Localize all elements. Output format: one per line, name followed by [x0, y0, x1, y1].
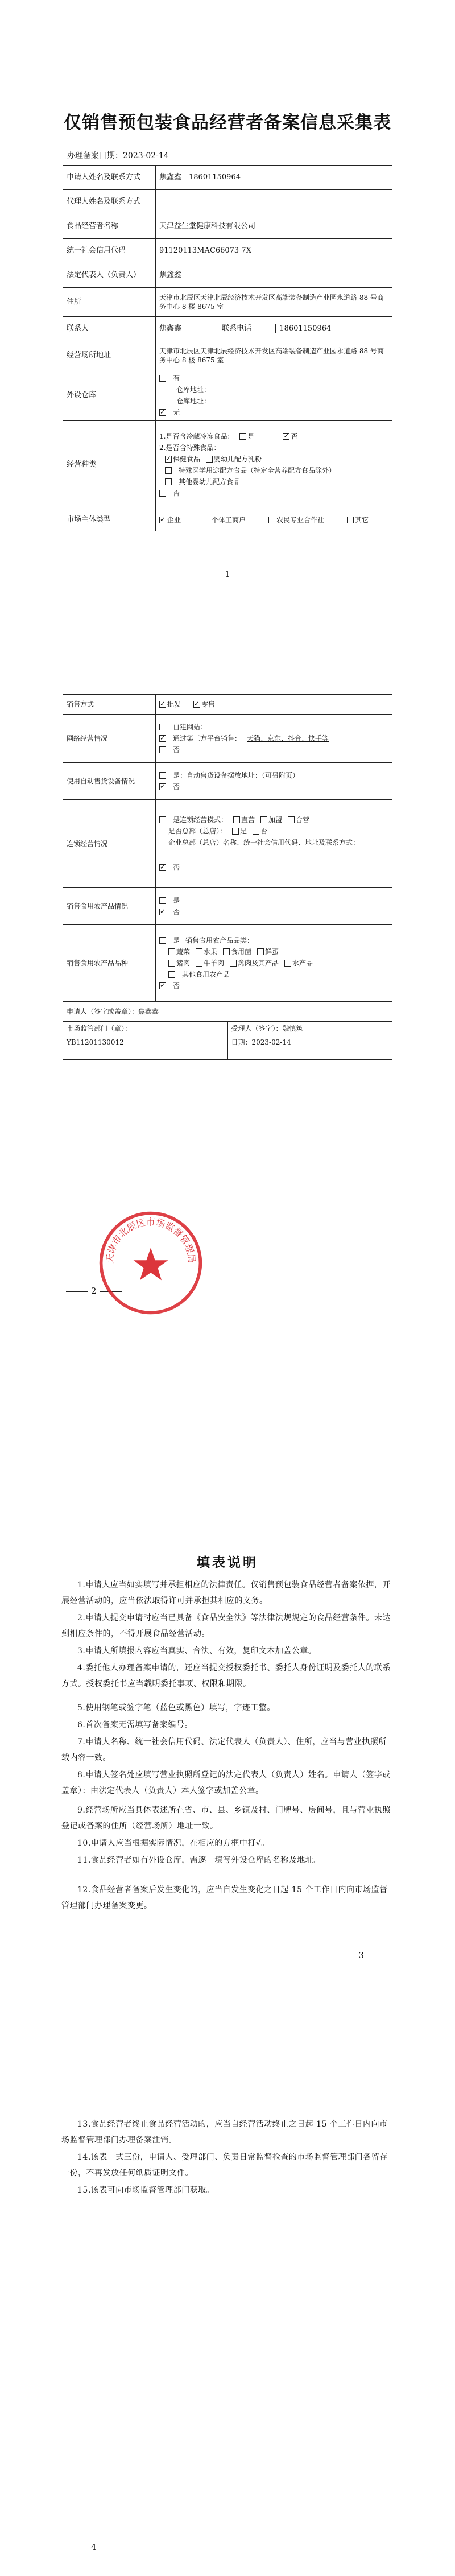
- online-label: 网络经营情况: [63, 715, 156, 763]
- checkbox[interactable]: [288, 816, 295, 823]
- sales-label: 销售方式: [63, 695, 156, 715]
- note-item: 14.该表一式三份，申请人、受理部门、负责日常监督检查的市场监督管理部门各留存一份，不再发放任何纸质证明文件。: [61, 2153, 388, 2178]
- row-label: 法定代表人（负责人）: [63, 263, 156, 288]
- phone-value: 18601150964: [275, 324, 331, 333]
- checkbox[interactable]: [159, 724, 166, 730]
- accepter-name: 魏慎筑: [282, 1025, 303, 1033]
- checkbox[interactable]: [168, 948, 175, 955]
- note-item: 3.申请人所填报内容应当真实、合法、有效，复印文本加盖公章。: [77, 1646, 317, 1656]
- cold-label: 销售食用农产品情况: [63, 888, 156, 925]
- checkbox[interactable]: [165, 467, 172, 474]
- checkbox[interactable]: [257, 948, 264, 955]
- types-sub-b: 婴幼儿配方乳粉: [214, 455, 262, 463]
- entity-opt: 其它: [355, 515, 369, 524]
- page-2: [0, 643, 455, 1343]
- table-row: [63, 763, 392, 800]
- checkbox-checked[interactable]: [165, 456, 172, 463]
- vending-no: 否: [173, 782, 180, 791]
- sign-name: 焦鑫鑫: [138, 1007, 159, 1015]
- chain-hq-yes: 是: [240, 827, 247, 835]
- types-sub-a: 保健食品: [173, 455, 201, 463]
- online-third: 通过第三方平台销售：: [173, 734, 242, 742]
- note-item: 10.申请人应当根据实际情况，在相应的方框中打√。: [77, 1839, 270, 1848]
- address-label: 住所: [63, 288, 156, 317]
- online-platforms: 天猫、京东、抖音、快手等: [247, 734, 329, 742]
- note-item: 13.食品经营者终止食品经营活动的，应当自经营活动终止之日起 15 个工作日内向市场监督管理部门办理备案注销。: [61, 2120, 388, 2145]
- types-item1-no: 否: [291, 432, 298, 440]
- agri-item: 其他食用农产品: [182, 970, 230, 979]
- sales-opt1: 批发: [167, 700, 181, 708]
- table-row: [63, 1022, 392, 1060]
- contact-label: 联系人: [63, 317, 156, 341]
- entity-opt: 企业: [167, 515, 181, 524]
- checkbox-checked[interactable]: [159, 701, 166, 708]
- checkbox[interactable]: [284, 960, 291, 967]
- agri-types-label: 销售食用农产品品类：: [185, 936, 254, 944]
- site-label: 经营场所地址: [63, 341, 156, 370]
- table-row: [63, 370, 392, 421]
- warehouse-address-label: 仓库地址：: [176, 385, 211, 394]
- note-item: 9.经营场所应当具体表述所在省、市、县、乡镇及村、门牌号、房间号，且与营业执照登记或备案的住所（经营场所）地址一致。: [61, 1806, 391, 1831]
- agri-item: 蔬菜: [176, 947, 191, 956]
- page-number-value: 3: [358, 1950, 364, 1960]
- page-number-value: 2: [91, 1286, 97, 1296]
- row-label: 申请人姓名及联系方式: [63, 166, 156, 190]
- dept-cell: [63, 1022, 392, 1060]
- checkbox-checked[interactable]: [159, 783, 166, 790]
- types-item1: 1.是否含冷藏冷冻食品：: [159, 432, 234, 440]
- table-row: [63, 263, 392, 288]
- record-date-value: 2023-02-14: [123, 151, 169, 160]
- checkbox[interactable]: [159, 816, 166, 823]
- seal-text: 天津市北辰区市场监督管理局: [104, 1216, 197, 1264]
- document-title: 仅销售预包装食品经营者备案信息采集表: [64, 113, 391, 133]
- record-number: YB11201130012: [67, 1038, 124, 1047]
- online-self: 自建网站：: [173, 723, 208, 731]
- contact-cell: [156, 317, 392, 341]
- row-label: 食品经营者名称: [63, 214, 156, 239]
- checkbox[interactable]: [268, 517, 275, 523]
- table-row: [63, 888, 392, 925]
- chain-hq-no: 否: [260, 827, 268, 835]
- checkbox-checked[interactable]: [159, 409, 166, 416]
- sign-label: 申请人（签字或盖章）：: [67, 1007, 139, 1015]
- warehouse-no-label: 无: [173, 408, 180, 416]
- cold-cell: [156, 888, 392, 925]
- types-item2-no: 否: [173, 489, 180, 497]
- types-sub-d: 其他婴幼儿配方食品: [179, 477, 241, 486]
- chain-franchise: 加盟: [268, 815, 283, 824]
- agri-item: 牛羊肉: [204, 959, 225, 967]
- vending-label: 使用自动售货设备情况: [63, 763, 156, 800]
- note-item: 4.委托他人办理备案申请的，还应当提交授权委托书、委托人身份证明及委托人的联系方式。授权委托书应当载明委托事项、权限和期限。: [61, 1663, 391, 1689]
- checkbox[interactable]: [159, 375, 166, 382]
- checkbox-checked[interactable]: [283, 433, 289, 440]
- checkbox[interactable]: [159, 490, 166, 497]
- table-row: [63, 239, 392, 263]
- table-row: [63, 341, 392, 370]
- warehouse-label: 外设仓库: [63, 370, 156, 421]
- checkbox[interactable]: [347, 517, 354, 523]
- checkbox-checked[interactable]: [159, 864, 166, 871]
- table-row: [63, 509, 392, 531]
- chain-direct: 直营: [241, 815, 255, 824]
- page-4: [0, 2048, 455, 2576]
- page-1: [0, 0, 455, 683]
- table-row: [63, 190, 392, 214]
- warehouse-address-label-2: 仓库地址：: [176, 397, 211, 405]
- page-number: [63, 2542, 125, 2552]
- entity-opt: 个体工商户: [212, 515, 246, 524]
- types-cell: [156, 421, 392, 509]
- table-row: [63, 166, 392, 190]
- record-date-line: [67, 150, 169, 161]
- chain-label: 连锁经营情况: [63, 800, 156, 888]
- row-label: 代理人姓名及联系方式: [63, 190, 156, 214]
- table-row: [63, 1002, 392, 1022]
- dept-label: 市场监管部门（章）：: [67, 1025, 132, 1033]
- checkbox-checked[interactable]: [159, 735, 166, 742]
- checkbox[interactable]: [239, 433, 246, 440]
- page-number: [0, 569, 455, 579]
- chain-hq-info: 企业总部（总店）名称、统一社会信用代码、地址及联系方式：: [168, 838, 360, 847]
- info-table-1: [63, 165, 392, 531]
- table-row: [63, 715, 392, 763]
- note-item: 11.食品经营者如有外设仓库，需逐一填写外设仓库的名称及地址。: [77, 1856, 322, 1865]
- table-row: [63, 288, 392, 317]
- chain-cell: [156, 800, 392, 888]
- checkbox-checked[interactable]: [159, 517, 166, 523]
- page-number-value: 4: [91, 2542, 97, 2552]
- online-cell: [156, 715, 392, 763]
- accepter-label: 受理人（签字）：: [231, 1025, 283, 1033]
- agri-item: 水果: [204, 947, 218, 956]
- page-3: [0, 1343, 455, 2082]
- sales-cell: [156, 695, 392, 715]
- site-value: 天津市北辰区天津北辰经济技术开发区高端装备制造产业园永道路 88 号商务中心 8 楼 8675 室: [156, 341, 392, 370]
- agri-item: 鲜蛋: [265, 947, 279, 956]
- entity-opt: 农民专业合作社: [276, 515, 325, 524]
- contact-name: 焦鑫鑫: [159, 324, 182, 333]
- record-date2-value: 2023-02-14: [251, 1038, 291, 1047]
- checkbox[interactable]: [260, 816, 267, 823]
- checkbox[interactable]: [206, 456, 213, 463]
- agri-no: 否: [173, 981, 180, 990]
- types-sub-c: 特殊医学用途配方食品（特定全营养配方食品除外）: [179, 466, 336, 474]
- row-label: 统一社会信用代码: [63, 239, 156, 263]
- cold-a: 是: [173, 896, 180, 905]
- entity-label: 市场主体类型: [63, 509, 156, 531]
- page-number-value: 1: [225, 569, 230, 579]
- note-item: 7.申请人名称、统一社会信用代码、法定代表人（负责人）、住所，应当与营业执照所载内容一致。: [61, 1737, 387, 1762]
- chain-a: 是连锁经营模式：: [173, 815, 228, 824]
- note-item: 12.食品经营者备案后发生变化的，应当自发生变化之日起 15 个工作日内向市场监督管理部门办理备案变更。: [61, 1885, 388, 1910]
- chain-mixed: 合营: [296, 815, 310, 824]
- checkbox[interactable]: [159, 937, 166, 944]
- vending-cell: [156, 763, 392, 800]
- checkbox[interactable]: [196, 948, 202, 955]
- agri-item: 禽肉及其产品: [238, 959, 279, 967]
- row-value: 焦鑫鑫 18601150964: [156, 166, 392, 190]
- row-value: 焦鑫鑫: [156, 263, 392, 288]
- agri-lead: 是: [173, 936, 180, 944]
- agri-item: 猪肉: [176, 959, 191, 967]
- checkbox[interactable]: [165, 478, 172, 485]
- table-row: [63, 214, 392, 239]
- checkbox-checked[interactable]: [193, 701, 200, 708]
- note-item: 6.首次备案无需填写备案编号。: [77, 1720, 193, 1729]
- page-number: [330, 1950, 392, 1960]
- table-row: [63, 800, 392, 888]
- entity-cell: [156, 509, 392, 531]
- chain-hq: 是否总部（总店）：: [168, 827, 227, 835]
- table-row: [63, 317, 392, 341]
- checkbox[interactable]: [159, 746, 166, 753]
- checkbox[interactable]: [230, 960, 237, 967]
- note-item: 1.申请人应当如实填写并承担相应的法律责任。仅销售预包装食品经营者备案依据，开展经营活动的，应当依法取得许可并承担其相应的义务。: [61, 1580, 391, 1605]
- vending-text: 是：自动售货设备摆放地址：（可另附页）: [173, 771, 300, 779]
- checkbox[interactable]: [159, 897, 166, 904]
- checkbox[interactable]: [253, 828, 259, 835]
- chain-no: 否: [173, 863, 180, 872]
- checkbox[interactable]: [196, 960, 202, 967]
- agri-item: 食用菌: [231, 947, 252, 956]
- note-item: 5.使用钢笔或签字笔（蓝色或黑色）填写，字迹工整。: [77, 1703, 275, 1712]
- types-item2: 2.是否含特殊食品：: [159, 443, 221, 452]
- note-item: 8.申请人签名处应填写营业执照所登记的法定代表人（负责人）姓名。申请人（签字或盖章）：由法定代表人（负责人）本人签字或加盖公章。: [61, 1770, 391, 1795]
- record-date2-label: 日期：: [231, 1038, 252, 1047]
- checkbox[interactable]: [168, 971, 175, 978]
- official-seal-stamp: [97, 1209, 205, 1317]
- checkbox-checked[interactable]: [159, 982, 166, 989]
- warehouse-cell: [156, 370, 392, 421]
- checkbox-checked[interactable]: [159, 909, 166, 915]
- checkbox[interactable]: [232, 828, 239, 835]
- types-label: 经营种类: [63, 421, 156, 509]
- address-value: 天津市北辰区天津北辰经济技术开发区高端装备制造产业园永道路 88 号商务中心 8 楼 8675 室: [156, 288, 392, 317]
- checkbox[interactable]: [233, 816, 240, 823]
- row-value: 91120113MAC66073 7X: [156, 239, 392, 263]
- checkbox[interactable]: [159, 772, 166, 779]
- table-row: [63, 925, 392, 1002]
- info-table-2: [63, 694, 392, 1060]
- agri-item: 水产品: [292, 959, 313, 967]
- row-value: [156, 190, 392, 214]
- note-item: 15.该表可向市场监督管理部门获取。: [77, 2186, 215, 2195]
- checkbox[interactable]: [204, 517, 210, 523]
- checkbox[interactable]: [168, 960, 175, 967]
- sales-opt2: 零售: [201, 700, 215, 708]
- agri-label: 销售食用农产品品种: [63, 925, 156, 1002]
- table-row: [63, 421, 392, 509]
- instructions-title: 填表说明: [197, 1555, 258, 1570]
- phone-label: 联系电话: [218, 324, 273, 334]
- online-no: 否: [173, 745, 180, 754]
- types-item1-yes: 是: [247, 432, 255, 440]
- record-date-label: 办理备案日期：: [67, 151, 123, 160]
- note-item: 2.申请人提交申请时应当已具备《食品安全法》等法律法规规定的食品经营条件。未达到相应条件的，不得开展食品经营活动。: [61, 1613, 391, 1638]
- cold-b: 否: [173, 907, 180, 916]
- warehouse-yes-label: 有: [173, 374, 180, 382]
- row-value: 天津益生堂健康科技有限公司: [156, 214, 392, 239]
- sign-cell: [63, 1002, 392, 1022]
- checkbox[interactable]: [223, 948, 230, 955]
- table-row: [63, 695, 392, 715]
- agri-cell: [156, 925, 392, 1002]
